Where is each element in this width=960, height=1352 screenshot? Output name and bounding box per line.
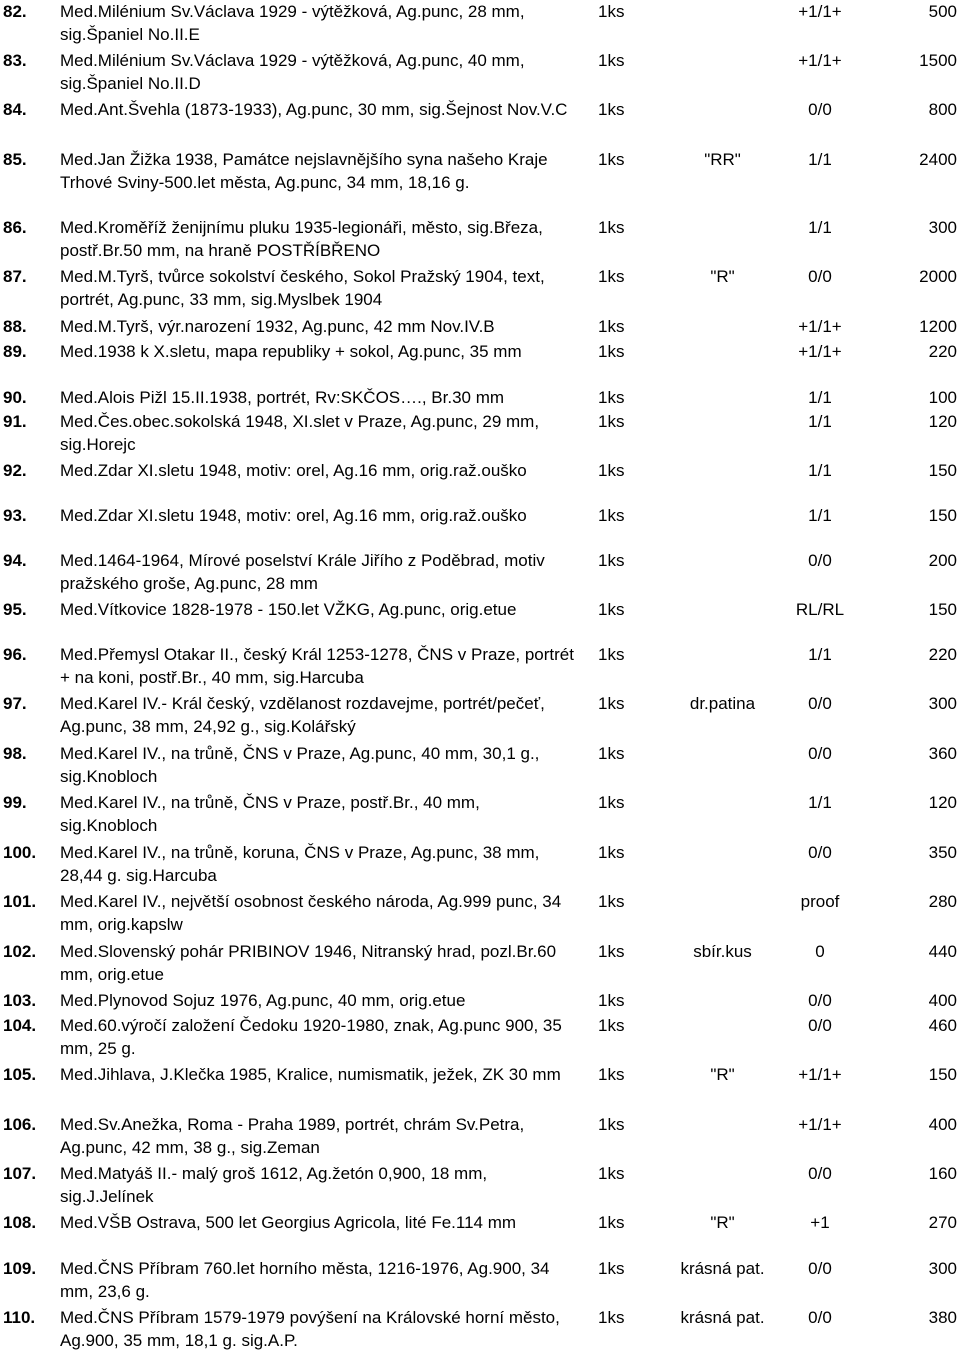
catalog-item bbox=[0, 841, 960, 887]
item-note: "R" bbox=[710, 1213, 735, 1232]
item-number: 101. bbox=[3, 892, 37, 911]
item-price: 160 bbox=[928, 1164, 957, 1183]
item-note: "R" bbox=[710, 267, 735, 286]
catalog-item bbox=[0, 265, 960, 311]
item-price: 440 bbox=[928, 942, 957, 961]
item-grade: +1/1+ bbox=[798, 1115, 842, 1134]
item-description: Med.Milénium Sv.Václava 1929 - výtěžková, Ag.punc, 28 mm, sig.Španiel No.II.E bbox=[60, 2, 525, 44]
item-number: 87. bbox=[3, 267, 27, 286]
item-grade: RL/RL bbox=[795, 600, 845, 619]
item-description: Med.VŠB Ostrava, 500 let Georgius Agricola, lité Fe.114 mm bbox=[60, 1213, 517, 1232]
item-price: 500 bbox=[928, 2, 957, 21]
item-price: 380 bbox=[928, 1308, 957, 1327]
item-price: 400 bbox=[928, 1115, 957, 1134]
item-number: 107. bbox=[3, 1164, 37, 1183]
item-quantity: 1ks bbox=[598, 1016, 625, 1035]
item-number: 105. bbox=[3, 1065, 37, 1084]
item-quantity: 1ks bbox=[598, 1115, 625, 1134]
item-grade: 1/1 bbox=[808, 412, 832, 431]
item-note: "RR" bbox=[704, 150, 741, 169]
item-quantity: 1ks bbox=[598, 1213, 625, 1232]
item-quantity: 1ks bbox=[598, 317, 625, 336]
catalog-item bbox=[0, 98, 960, 121]
catalog-item bbox=[0, 598, 960, 621]
item-description: Med.Karel IV., největší osobnost českého národa, Ag.999 punc, 34 mm, orig.kapslw bbox=[60, 892, 562, 934]
item-description: Med.Slovenský pohár PRIBINOV 1946, Nitranský hrad, pozl.Br.60 mm, orig.etue bbox=[60, 942, 557, 984]
item-quantity: 1ks bbox=[598, 843, 625, 862]
item-number: 103. bbox=[3, 991, 37, 1010]
item-number: 94. bbox=[3, 551, 27, 570]
catalog-item bbox=[0, 0, 960, 46]
catalog-item bbox=[0, 1257, 960, 1303]
item-grade: +1/1+ bbox=[798, 342, 842, 361]
item-description: Med.1464-1964, Mírové poselství Krále Jiřího z Poděbrad, motiv pražského groše, Ag.punc, 28 mm bbox=[60, 551, 545, 593]
item-price: 1200 bbox=[919, 317, 957, 336]
item-quantity: 1ks bbox=[598, 100, 625, 119]
item-quantity: 1ks bbox=[598, 1308, 625, 1327]
item-grade: 0/0 bbox=[808, 1016, 832, 1035]
item-description: Med.Čes.obec.sokolská 1948, XI.slet v Praze, Ag.punc, 29 mm, sig.Horejc bbox=[60, 412, 540, 454]
catalog-item bbox=[0, 643, 960, 689]
item-grade: +1/1+ bbox=[798, 317, 842, 336]
item-number: 108. bbox=[3, 1213, 37, 1232]
item-number: 84. bbox=[3, 100, 27, 119]
item-number: 90. bbox=[3, 388, 27, 407]
item-number: 85. bbox=[3, 150, 27, 169]
catalog-item bbox=[0, 410, 960, 456]
item-description: Med.Plynovod Sojuz 1976, Ag.punc, 40 mm, orig.etue bbox=[60, 991, 466, 1010]
item-quantity: 1ks bbox=[598, 942, 625, 961]
item-number: 96. bbox=[3, 645, 27, 664]
catalog-item bbox=[0, 1211, 960, 1234]
catalog-item bbox=[0, 940, 960, 986]
item-quantity: 1ks bbox=[598, 744, 625, 763]
item-number: 98. bbox=[3, 744, 27, 763]
item-number: 102. bbox=[3, 942, 37, 961]
item-grade: 0/0 bbox=[808, 1164, 832, 1183]
item-description: Med.Zdar XI.sletu 1948, motiv: orel, Ag.16 mm, orig.raž.ouško bbox=[60, 461, 527, 480]
item-description: Med.Matyáš II.- malý groš 1612, Ag.žetón 0,900, 18 mm, sig.J.Jelínek bbox=[60, 1164, 488, 1206]
item-description: Med.Přemysl Otakar II., český Král 1253-1278, ČNS v Praze, portrét + na koni, postř.Br., 40 mm, sig.Harcuba bbox=[60, 645, 574, 687]
catalog-item bbox=[0, 49, 960, 95]
item-price: 2400 bbox=[919, 150, 957, 169]
catalog-item bbox=[0, 340, 960, 363]
item-description: Med.Vítkovice 1828-1978 - 150.let VŽKG, Ag.punc, orig.etue bbox=[60, 600, 517, 619]
catalog-item bbox=[0, 148, 960, 194]
item-grade: 1/1 bbox=[808, 388, 832, 407]
item-grade: 1/1 bbox=[808, 793, 832, 812]
item-number: 92. bbox=[3, 461, 27, 480]
item-price: 360 bbox=[928, 744, 957, 763]
item-price: 400 bbox=[928, 991, 957, 1010]
item-note: dr.patina bbox=[689, 694, 756, 713]
item-grade: +1/1+ bbox=[798, 2, 842, 21]
item-description: Med.M.Tyrš, tvůrce sokolství českého, Sokol Pražský 1904, text, portrét, Ag.punc, 33 mm, sig.Myslbek 1904 bbox=[60, 267, 545, 309]
catalog-item bbox=[0, 1014, 960, 1060]
item-description: Med.Jan Žižka 1938, Památce nejslavnějšího syna našeho Kraje Trhové Sviny-500.let města, Ag.punc, 34 mm, 18,16 g. bbox=[60, 150, 548, 192]
item-quantity: 1ks bbox=[598, 991, 625, 1010]
item-price: 300 bbox=[928, 694, 957, 713]
item-description: Med.Karel IV., na trůně, koruna, ČNS v Praze, Ag.punc, 38 mm, 28,44 g. sig.Harcuba bbox=[60, 843, 540, 885]
item-quantity: 1ks bbox=[598, 1065, 625, 1084]
item-note: sbír.kus bbox=[693, 942, 752, 961]
item-description: Med.Jihlava, J.Klečka 1985, Kralice, numismatik, ježek, ZK 30 mm bbox=[60, 1065, 561, 1084]
catalog-item bbox=[0, 549, 960, 595]
item-grade: 0/0 bbox=[808, 267, 832, 286]
item-price: 220 bbox=[928, 645, 957, 664]
catalog-item bbox=[0, 459, 960, 482]
item-quantity: 1ks bbox=[598, 892, 625, 911]
item-price: 150 bbox=[928, 506, 957, 525]
item-description: Med.Karel IV., na trůně, ČNS v Praze, Ag.punc, 40 mm, 30,1 g., sig.Knobloch bbox=[60, 744, 540, 786]
catalog-item bbox=[0, 315, 960, 338]
item-grade: 1/1 bbox=[808, 218, 832, 237]
item-price: 150 bbox=[928, 600, 957, 619]
item-number: 91. bbox=[3, 412, 27, 431]
item-quantity: 1ks bbox=[598, 342, 625, 361]
item-number: 82. bbox=[3, 2, 27, 21]
item-grade: 0/0 bbox=[808, 744, 832, 763]
item-grade: 1/1 bbox=[808, 461, 832, 480]
item-description: Med.Milénium Sv.Václava 1929 - výtěžková, Ag.punc, 40 mm, sig.Španiel No.II.D bbox=[60, 51, 525, 93]
catalog-item bbox=[0, 1162, 960, 1208]
item-number: 88. bbox=[3, 317, 27, 336]
catalog-item bbox=[0, 989, 960, 1012]
item-grade: +1 bbox=[810, 1213, 830, 1232]
item-quantity: 1ks bbox=[598, 218, 625, 237]
item-description: Med.ČNS Příbram 760.let horního města, 1216-1976, Ag.900, 34 mm, 23,6 g. bbox=[60, 1259, 550, 1301]
item-grade: 1/1 bbox=[808, 150, 832, 169]
item-quantity: 1ks bbox=[598, 51, 625, 70]
item-number: 83. bbox=[3, 51, 27, 70]
item-price: 800 bbox=[928, 100, 957, 119]
item-price: 150 bbox=[928, 1065, 957, 1084]
item-grade: +1/1+ bbox=[798, 51, 842, 70]
item-price: 300 bbox=[928, 218, 957, 237]
item-note: krásná pat. bbox=[680, 1308, 765, 1327]
item-description: Med.Alois Pižl 15.II.1938, portrét, Rv:SKČOS…., Br.30 mm bbox=[60, 388, 505, 407]
item-description: Med.Karel IV.- Král český, vzdělanost rozdavejme, portrét/pečeť, Ag.punc, 38 mm, 24,92 g., sig.Kolářský bbox=[60, 694, 545, 736]
item-grade: 0/0 bbox=[808, 1308, 832, 1327]
item-quantity: 1ks bbox=[598, 551, 625, 570]
catalog-item bbox=[0, 504, 960, 527]
item-grade: 0/0 bbox=[808, 100, 832, 119]
item-grade: 1/1 bbox=[808, 506, 832, 525]
item-price: 200 bbox=[928, 551, 957, 570]
item-number: 97. bbox=[3, 694, 27, 713]
item-price: 220 bbox=[928, 342, 957, 361]
item-price: 150 bbox=[928, 461, 957, 480]
item-description: Med.Ant.Švehla (1873-1933), Ag.punc, 30 mm, sig.Šejnost Nov.V.C bbox=[60, 100, 568, 119]
catalog-item bbox=[0, 890, 960, 936]
item-description: Med.Karel IV., na trůně, ČNS v Praze, postř.Br., 40 mm, sig.Knobloch bbox=[60, 793, 480, 835]
item-grade: proof bbox=[800, 892, 840, 911]
item-quantity: 1ks bbox=[598, 1164, 625, 1183]
item-price: 350 bbox=[928, 843, 957, 862]
item-quantity: 1ks bbox=[598, 506, 625, 525]
item-number: 89. bbox=[3, 342, 27, 361]
item-description: Med.1938 k X.sletu, mapa republiky + sokol, Ag.punc, 35 mm bbox=[60, 342, 522, 361]
item-price: 460 bbox=[928, 1016, 957, 1035]
item-price: 120 bbox=[928, 793, 957, 812]
item-grade: 1/1 bbox=[808, 645, 832, 664]
item-number: 86. bbox=[3, 218, 27, 237]
item-description: Med.Sv.Anežka, Roma - Praha 1989, portrét, chrám Sv.Petra, Ag.punc, 42 mm, 38 g., sig.Zeman bbox=[60, 1115, 525, 1157]
item-quantity: 1ks bbox=[598, 793, 625, 812]
item-price: 120 bbox=[928, 412, 957, 431]
catalog-item bbox=[0, 692, 960, 738]
item-description: Med.M.Tyrš, výr.narození 1932, Ag.punc, 42 mm Nov.IV.B bbox=[60, 317, 495, 336]
item-quantity: 1ks bbox=[598, 267, 625, 286]
item-quantity: 1ks bbox=[598, 150, 625, 169]
item-number: 109. bbox=[3, 1259, 37, 1278]
item-number: 93. bbox=[3, 506, 27, 525]
item-grade: 0/0 bbox=[808, 694, 832, 713]
catalog-item bbox=[0, 1113, 960, 1159]
item-price: 270 bbox=[928, 1213, 957, 1232]
item-description: Med.ČNS Příbram 1579-1979 povýšení na Královské horní město, Ag.900, 35 mm, 18,1 g. sig.A.P. bbox=[60, 1308, 560, 1350]
item-quantity: 1ks bbox=[598, 645, 625, 664]
item-grade: 0 bbox=[815, 942, 825, 961]
item-quantity: 1ks bbox=[598, 461, 625, 480]
item-number: 106. bbox=[3, 1115, 37, 1134]
item-quantity: 1ks bbox=[598, 388, 625, 407]
item-description: Med.Zdar XI.sletu 1948, motiv: orel, Ag.16 mm, orig.raž.ouško bbox=[60, 506, 527, 525]
catalog-item bbox=[0, 216, 960, 262]
catalog-item bbox=[0, 791, 960, 837]
item-price: 1500 bbox=[919, 51, 957, 70]
item-grade: +1/1+ bbox=[798, 1065, 842, 1084]
catalog-item bbox=[0, 1063, 960, 1086]
item-quantity: 1ks bbox=[598, 694, 625, 713]
item-price: 280 bbox=[928, 892, 957, 911]
item-grade: 0/0 bbox=[808, 551, 832, 570]
item-note: krásná pat. bbox=[680, 1259, 765, 1278]
item-quantity: 1ks bbox=[598, 600, 625, 619]
catalog-item bbox=[0, 742, 960, 788]
item-quantity: 1ks bbox=[598, 412, 625, 431]
item-number: 110. bbox=[3, 1308, 36, 1327]
catalog-item bbox=[0, 386, 960, 409]
item-quantity: 1ks bbox=[598, 2, 625, 21]
item-number: 99. bbox=[3, 793, 27, 812]
item-number: 95. bbox=[3, 600, 27, 619]
item-quantity: 1ks bbox=[598, 1259, 625, 1278]
item-description: Med.60.výročí založení Čedoku 1920-1980, znak, Ag.punc 900, 35 mm, 25 g. bbox=[60, 1016, 562, 1058]
item-grade: 0/0 bbox=[808, 1259, 832, 1278]
item-description: Med.Kroměříž ženijnímu pluku 1935-legionáři, město, sig.Březa, postř.Br.50 mm, na hraně POSTŘÍBŘENO bbox=[60, 218, 543, 260]
item-note: "R" bbox=[710, 1065, 735, 1084]
catalog-item bbox=[0, 1306, 960, 1352]
item-price: 300 bbox=[928, 1259, 957, 1278]
item-price: 2000 bbox=[919, 267, 957, 286]
item-grade: 0/0 bbox=[808, 843, 832, 862]
item-grade: 0/0 bbox=[808, 991, 832, 1010]
item-number: 104. bbox=[3, 1016, 37, 1035]
item-number: 100. bbox=[3, 843, 37, 862]
item-price: 100 bbox=[928, 388, 957, 407]
